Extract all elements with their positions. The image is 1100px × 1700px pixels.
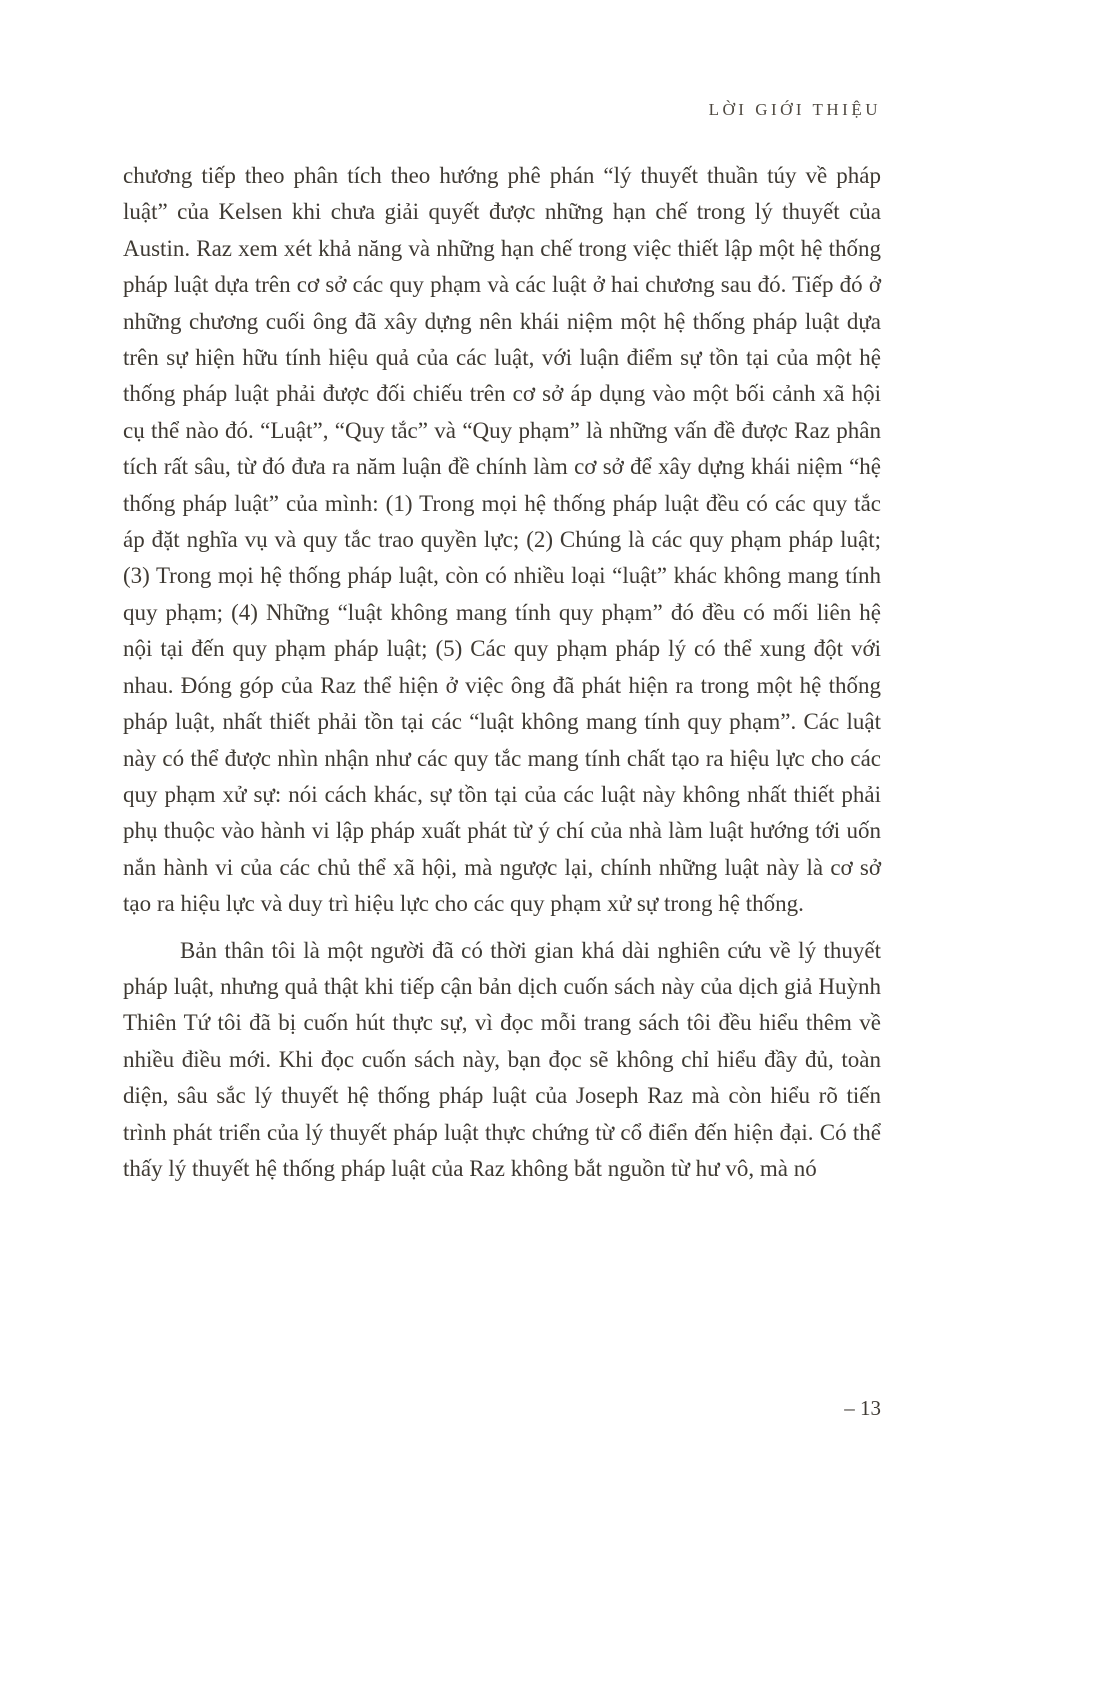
paragraph-second: Bản thân tôi là một người đã có thời gian khá dài nghiên cứu về lý thuyết pháp luật, nhưng quả thật khi tiếp cận bản dịch cuốn sách này của dịch giả Huỳnh Thiên Tứ tôi đã bị cuốn hút thực sự, vì đọc mỗi trang sách tôi đều hiểu thêm về nhiều điều mới. Khi đọc cuốn sách này, bạn đọc sẽ không chỉ hiểu đầy đủ, toàn diện, sâu sắc lý thuyết hệ thống pháp luật của Joseph Raz mà còn hiểu rõ tiến trình phát triển của lý thuyết pháp luật thực chứng từ cổ điển đến hiện đại. Có thể thấy lý thuyết hệ thống pháp luật của Raz không bắt nguồn từ hư vô, mà nó	[123, 937, 881, 1181]
page-number: – 13	[844, 1396, 881, 1420]
page-footer	[123, 1396, 881, 1421]
paragraph-continuation: chương tiếp theo phân tích theo hướng phê phán “lý thuyết thuần túy về pháp luật” của Kelsen khi chưa giải quyết được những hạn chế trong lý thuyết của Austin. Raz xem xét khả năng và những hạn chế trong việc thiết lập một hệ thống pháp luật dựa trên cơ sở các quy phạm và các luật ở hai chương sau đó. Tiếp đó ở những chương cuối ông đã xây dựng nên khái niệm một hệ thống pháp luật dựa trên sự hiện hữu tính hiệu quả của các luật, với luận điểm sự tồn tại của một hệ thống pháp luật phải được đối chiếu trên cơ sở áp dụng vào một bối cảnh xã hội cụ thể nào đó. “Luật”, “Quy tắc” và “Quy phạm” là những vấn đề được Raz phân tích rất sâu, từ đó đưa ra năm luận đề chính làm cơ sở để xây dựng khái niệm “hệ thống pháp luật” của mình: (1) Trong mọi hệ thống pháp luật đều có các quy tắc áp đặt nghĩa vụ và quy tắc trao quyền lực; (2) Chúng là các quy phạm pháp luật; (3) Trong mọi hệ thống pháp luật, còn có nhiều loại “luật” khác không mang tính quy phạm; (4) Những “luật không mang tính quy phạm” đó đều có mối liên hệ nội tại đến quy phạm pháp luật; (5) Các quy phạm pháp lý có thể xung đột với nhau. Đóng góp của Raz thể hiện ở việc ông đã phát hiện ra trong một hệ thống pháp luật, nhất thiết phải tồn tại các “luật không mang tính quy phạm”. Các luật này có thể được nhìn nhận như các quy tắc mang tính chất tạo ra hiệu lực cho các quy phạm xử sự: nói cách khác, sự tồn tại của các luật này không nhất thiết phải phụ thuộc vào hành vi lập pháp xuất phát từ ý chí của nhà làm luật hướng tới uốn nắn hành vi của các chủ thể xã hội, mà ngược lại, chính những luật này là cơ sở tạo ra hiệu lực và duy trì hiệu lực cho các quy phạm xử sự trong hệ thống.	[123, 163, 881, 917]
running-header-text: LỜI GIỚI THIỆU	[708, 100, 881, 119]
page-body	[123, 158, 881, 1187]
running-header	[123, 100, 881, 120]
